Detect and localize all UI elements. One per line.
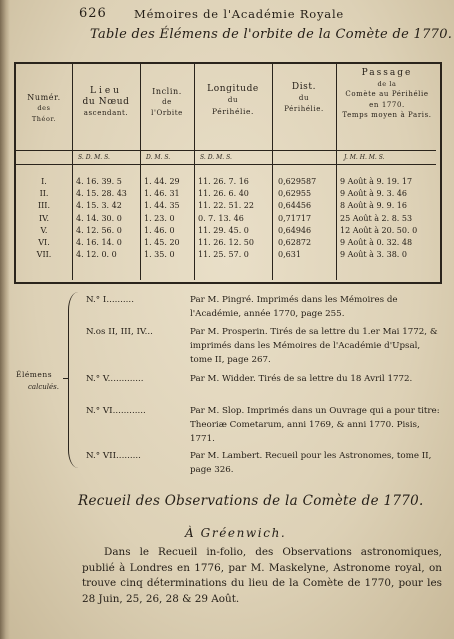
cell-longitude: 11. 29. 45. 0 (198, 225, 249, 235)
cell-inclin: 1. 46. 0 (144, 225, 175, 235)
col-header-lieu: Lieu du Nœud ascendant. (82, 86, 130, 117)
elements-table (14, 62, 442, 284)
col-header-dist: Dist. du Périhélie. (284, 82, 324, 113)
cell-inclin: 1. 44. 35 (144, 201, 180, 211)
cell-longitude: 11. 25. 57. 0 (198, 250, 249, 260)
cell-dist: 0,64946 (278, 225, 312, 235)
col-numer (16, 176, 72, 261)
cell-num: V. (40, 225, 48, 235)
cell-lieu: 4. 14. 30. 0 (76, 213, 122, 223)
cell-lieu: 4. 15. 28. 43 (76, 189, 127, 199)
element-number: N.° V............. (86, 374, 144, 384)
element-source-5 (86, 449, 444, 477)
cell-longitude: 11. 26. 7. 16 (198, 177, 249, 186)
recueil-title: Recueil des Observations de la Comète de 1770. (78, 493, 424, 509)
cell-longitude: 11. 22. 51. 22 (198, 201, 254, 211)
cell-num: I. (41, 177, 47, 186)
col-inclin (144, 176, 180, 261)
subheader-lieu: S. D. M. S. (78, 154, 110, 161)
cell-dist: 0,62872 (278, 238, 312, 248)
cell-longitude: 11. 26. 12. 50 (198, 238, 254, 248)
table-title: Table des Élémens de l'orbite de la Comète de 1770. (90, 27, 453, 42)
body-paragraph (82, 545, 442, 607)
cell-passage: 25 Août à 2. 8. 53 (340, 213, 413, 223)
col-header-inclin: Inclin. de l'Orbite (151, 87, 183, 117)
elements-brace (68, 292, 79, 468)
element-text: Par M. Widder. Tirés de sa lettre du 18 Avril 1772. (190, 374, 413, 384)
cell-num: VII. (36, 250, 52, 260)
element-source-3 (86, 372, 444, 386)
element-source-2 (86, 325, 444, 367)
brace-point (63, 378, 69, 379)
cell-dist: 0,62955 (278, 189, 312, 199)
col-passage (340, 176, 417, 261)
col-header-numer: Numér. des Théor. (27, 93, 61, 123)
element-number: N.° I.......... (86, 295, 134, 305)
cell-num: VI. (38, 238, 50, 248)
element-number: N.° VII......... (86, 451, 141, 461)
col-longitude (198, 176, 254, 261)
cell-lieu: 4. 16. 14. 0 (76, 238, 122, 248)
cell-longitude: 0. 7. 13. 46 (198, 213, 244, 223)
subheader-passage: J. M. H. M. S. (344, 154, 385, 161)
col-header-longitude: Longitude du Périhélie. (207, 84, 259, 116)
cell-passage: 9 Août à 9. 19. 17 (340, 177, 413, 186)
cell-passage: 9 Août à 9. 3. 46 (340, 189, 407, 199)
cell-inclin: 1. 35. 0 (144, 250, 175, 260)
element-number: N.° VI............ (86, 406, 146, 416)
recueil-subtitle: À Gréenwich. (185, 526, 287, 540)
cell-inclin: 1. 23. 0 (144, 213, 175, 223)
element-text: Par M. Slop. Imprimés dans un Ouvrage qui a pour titre: Theoriæ Cometarum, anni 1769, & anni 1770. Pisis, 1771. (190, 406, 440, 444)
cell-dist: 0,631 (278, 250, 301, 260)
col-lieu (76, 176, 127, 261)
element-source-4 (86, 404, 444, 446)
cell-passage: 9 Août à 0. 32. 48 (340, 238, 413, 248)
element-text: Par M. Pingré. Imprimés dans les Mémoires de l'Académie, année 1770, page 255. (190, 295, 398, 319)
paragraph-text: Dans le Recueil in-folio, des Observations astronomiques, publié à Londres en 1776, par M. Maskelyne, Astronome royal, on trouve cinq déterminations du lieu de la Comète de 1770, pour les 28 Juin, 25, 26, 28 & 29 Août. (82, 546, 442, 605)
cell-num: II. (39, 189, 49, 199)
elements-label: Élémens (16, 370, 53, 379)
col-dist (278, 176, 316, 261)
subheader-inclin: D. M. S. (146, 154, 171, 161)
element-text: Par M. Lambert. Recueil pour les Astronomes, tome II, page 326. (190, 451, 432, 475)
cell-inclin: 1. 46. 31 (144, 189, 180, 199)
cell-dist: 0,629587 (278, 177, 317, 186)
cell-lieu: 4. 12. 0. 0 (76, 250, 117, 260)
binding-gutter (0, 0, 10, 639)
cell-longitude: 11. 26. 6. 40 (198, 189, 249, 199)
cell-passage: 12 Août à 20. 50. 0 (340, 225, 418, 235)
cell-lieu: 4. 15. 3. 42 (76, 201, 122, 211)
cell-passage: 8 Août à 9. 9. 16 (340, 201, 407, 211)
cell-dist: 0,71717 (278, 213, 312, 223)
subheader-longitude: S. D. M. S. (200, 154, 232, 161)
cell-num: IV. (38, 213, 50, 223)
col-header-passage: Passage de la Comète au Périhélie en 1770. Temps moyen à Paris. (342, 68, 432, 119)
running-head: Mémoires de l'Académie Royale (134, 7, 345, 21)
cell-num: III. (37, 201, 51, 211)
cell-dist: 0,64456 (278, 201, 312, 211)
cell-passage: 9 Août à 3. 38. 0 (340, 250, 407, 260)
elements-label-sub: calculés. (28, 383, 59, 391)
element-number: N.os II, III, IV... (86, 327, 153, 337)
cell-inclin: 1. 44. 29 (144, 177, 180, 186)
element-source-1 (86, 293, 444, 321)
cell-lieu: 4. 16. 39. 5 (76, 177, 122, 186)
page-number: 626 (79, 6, 107, 21)
cell-inclin: 1. 45. 20 (144, 238, 180, 248)
cell-lieu: 4. 12. 56. 0 (76, 225, 122, 235)
element-text: Par M. Prosperin. Tirés de sa lettre du 1.er Mai 1772, & imprimés dans les Mémoires de l'Académie d'Upsal, tome II, page 267. (190, 327, 438, 365)
